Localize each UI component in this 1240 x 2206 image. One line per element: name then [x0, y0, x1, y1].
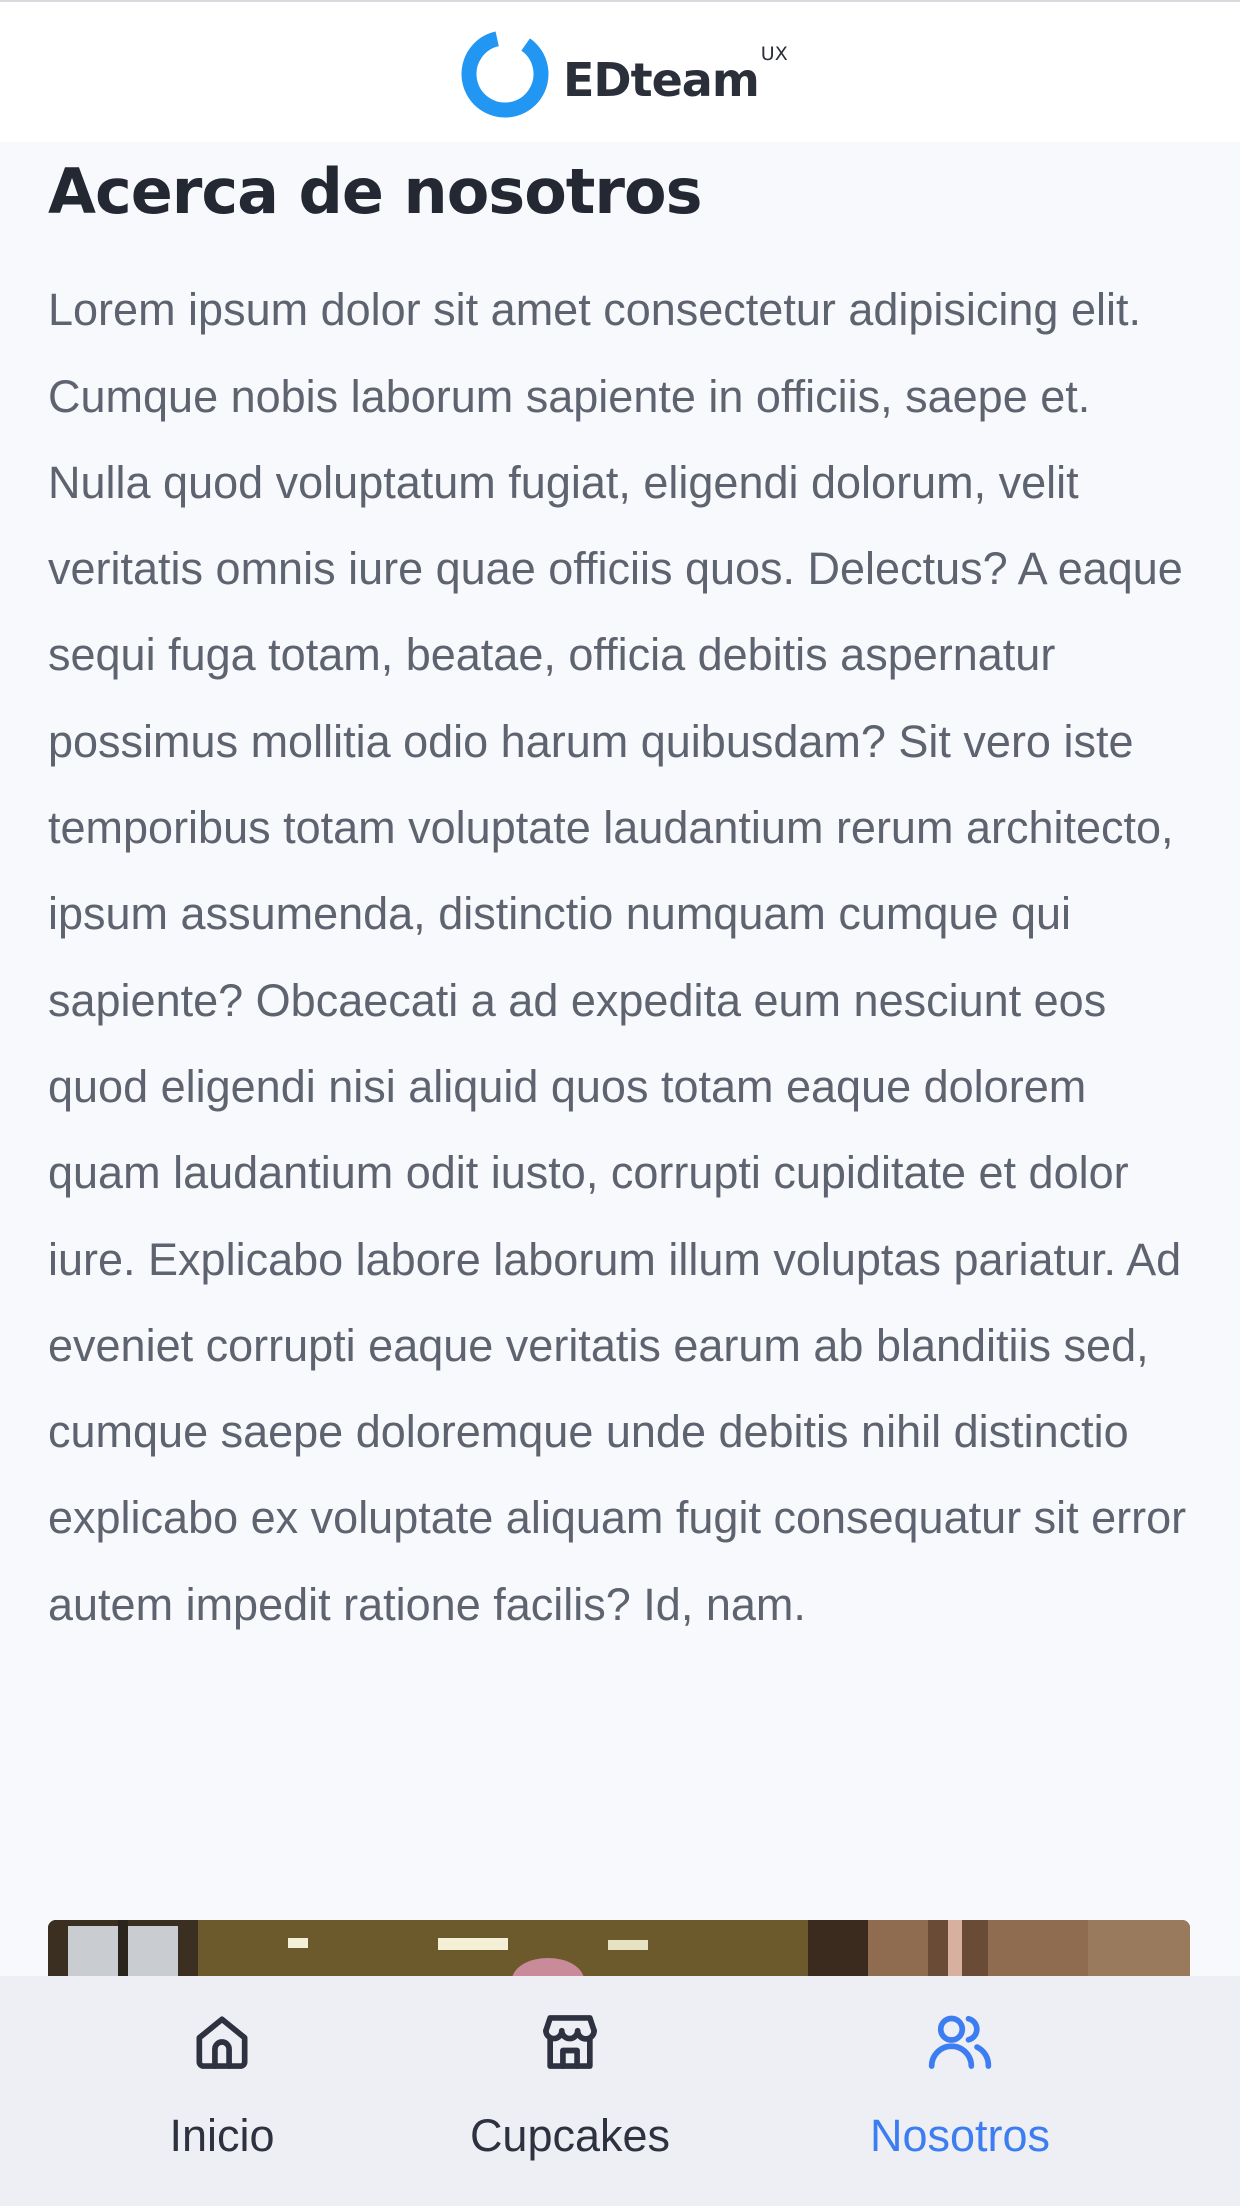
logo-text: EDteam — [563, 53, 759, 107]
store-icon — [536, 2008, 604, 2076]
users-icon — [926, 2008, 994, 2076]
edteam-logo-icon — [455, 24, 555, 124]
nav-item-inicio[interactable] — [112, 1976, 332, 2206]
bottom-navigation — [0, 1976, 1240, 2206]
logo-superscript: UX — [760, 43, 788, 65]
nav-label-cupcakes: Cupcakes — [469, 2110, 671, 2161]
nav-label-inicio: Inicio — [169, 2110, 275, 2161]
about-section — [48, 142, 1198, 1648]
edteam-logo[interactable] — [455, 24, 788, 124]
nav-item-nosotros[interactable] — [840, 1976, 1080, 2206]
page-title: Acerca de nosotros — [48, 155, 702, 228]
nav-label-nosotros: Nosotros — [869, 2110, 1051, 2161]
about-paragraph: Lorem ipsum dolor sit amet consectetur adipisicing elit. Cumque nobis laborum sapiente in officiis, saepe et. Nulla quod voluptatum fugiat, eligendi dolorum, velit veritatis omnis iure quae officiis quos. Delectus? A eaque sequi fuga totam, beatae, officia debitis aspernatur possimus mollitia odio harum quibusdam? Sit vero iste temporibus totam voluptate laudantium rerum architecto, ipsum assumenda, distinctio numquam cumque qui sapiente? Obcaecati a ad expedita eum nesciunt eos quod eligendi nisi aliquid quos totam eaque dolorem quam laudantium odit iusto, corrupti cupiditate et dolor iure. Explicabo labore laborum illum voluptas pariatur. Ad eveniet corrupti eaque veritatis earum ab blanditiis sed, cumque saepe doloremque unde debitis nihil distinctio explicabo ex voluptate aliquam fugit consequatur sit error autem impedit ratione facilis? Id, nam. — [48, 284, 1187, 1630]
home-icon — [188, 2008, 256, 2076]
nav-item-cupcakes[interactable] — [450, 1976, 690, 2206]
app-header — [0, 0, 1240, 142]
